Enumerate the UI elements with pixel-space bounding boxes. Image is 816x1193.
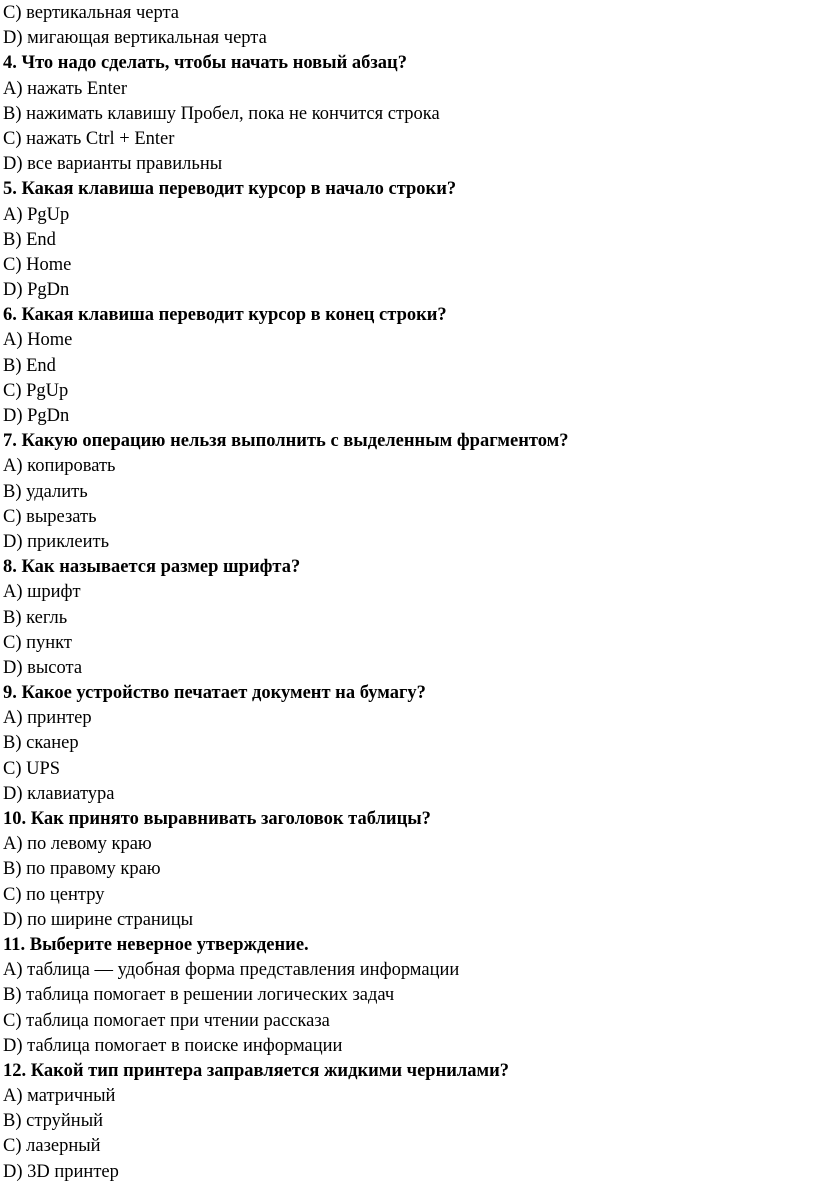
- answer-option: D) 3D принтер: [3, 1161, 119, 1182]
- answer-option: B) End: [3, 229, 56, 250]
- question-5: [3, 177, 816, 303]
- answer-option: B) нажимать клавишу Пробел, пока не кончится строка: [3, 103, 440, 124]
- answer-option: D) таблица помогает в поиске информации: [3, 1035, 343, 1056]
- answer-option: A) таблица — удобная форма представления информации: [3, 960, 460, 981]
- answer-option: D) клавиатура: [3, 783, 115, 804]
- question-text: 9. Какое устройство печатает документ на бумагу?: [3, 683, 426, 704]
- answer-option: A) принтер: [3, 708, 92, 729]
- answer-option: B) удалить: [3, 481, 88, 502]
- question-11: [3, 933, 816, 1059]
- question-fragment: [3, 1, 816, 51]
- question-8: [3, 555, 816, 681]
- answer-option: C) вырезать: [3, 506, 97, 527]
- question-12: [3, 1059, 816, 1185]
- answer-option: B) сканер: [3, 733, 79, 754]
- question-6: [3, 303, 816, 429]
- question-text: 5. Какая клавиша переводит курсор в начало строки?: [3, 179, 457, 200]
- question-9: [3, 681, 816, 807]
- answer-option: B) струйный: [3, 1111, 104, 1132]
- question-10: [3, 807, 816, 933]
- answer-option: B) по правому краю: [3, 859, 161, 880]
- question-text: 7. Какую операцию нельзя выполнить с выделенным фрагментом?: [3, 431, 569, 452]
- answer-option: C) по центру: [3, 884, 105, 905]
- question-text: 12. Какой тип принтера заправляется жидкими чернилами?: [3, 1060, 510, 1081]
- answer-option: D) PgDn: [3, 406, 70, 426]
- question-4: [3, 51, 816, 177]
- answer-option: C) вертикальная черта: [3, 3, 179, 23]
- answer-option: D) PgDn: [3, 280, 70, 301]
- answer-option: A) Home: [3, 330, 73, 351]
- answer-option: A) нажать Enter: [3, 78, 127, 99]
- answer-option: C) лазерный: [3, 1136, 101, 1157]
- answer-option: D) высота: [3, 657, 83, 678]
- answer-option: C) Home: [3, 254, 72, 275]
- answer-option: B) таблица помогает в решении логических задач: [3, 985, 395, 1006]
- answer-option: D) мигающая вертикальная черта: [3, 28, 267, 49]
- answer-option: B) End: [3, 355, 56, 376]
- answer-option: A) матричный: [3, 1086, 116, 1107]
- answer-option: D) приклеить: [3, 531, 110, 552]
- answer-option: D) по ширине страницы: [3, 909, 194, 930]
- answer-option: A) шрифт: [3, 582, 81, 603]
- answer-option: C) пункт: [3, 632, 73, 653]
- answer-option: C) PgUp: [3, 380, 69, 401]
- answer-option: B) кегль: [3, 607, 68, 628]
- answer-option: D) все варианты правильны: [3, 154, 223, 175]
- answer-option: A) по левому краю: [3, 834, 152, 855]
- answer-option: C) UPS: [3, 758, 61, 779]
- answer-option: A) PgUp: [3, 204, 70, 225]
- answer-option: A) копировать: [3, 456, 116, 477]
- question-text: 4. Что надо сделать, чтобы начать новый абзац?: [3, 53, 407, 74]
- answer-option: C) нажать Ctrl + Enter: [3, 128, 175, 149]
- question-text: 6. Какая клавиша переводит курсор в конец строки?: [3, 305, 447, 326]
- question-text: 8. Как называется размер шрифта?: [3, 557, 301, 578]
- question-text: 11. Выберите неверное утверждение.: [3, 934, 309, 955]
- question-text: 10. Как принято выравнивать заголовок таблицы?: [3, 809, 431, 829]
- question-7: [3, 429, 816, 555]
- answer-option: C) таблица помогает при чтении рассказа: [3, 1010, 330, 1031]
